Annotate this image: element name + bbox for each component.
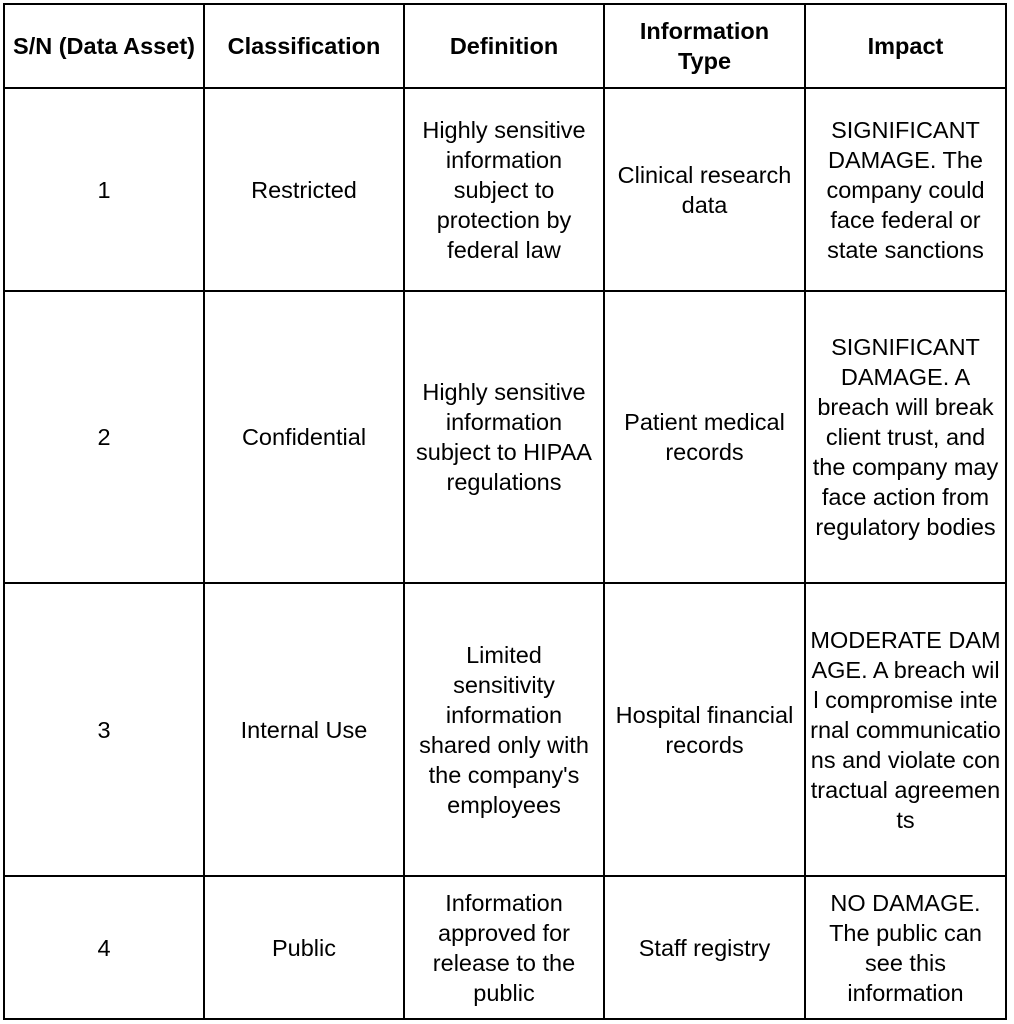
- cell-impact: NO DAMAGE. The public can see this information: [805, 876, 1006, 1019]
- cell-definition: Information approved for release to the public: [404, 876, 604, 1019]
- cell-classification: Restricted: [204, 88, 404, 291]
- cell-classification: Confidential: [204, 291, 404, 583]
- cell-sn: 2: [4, 291, 204, 583]
- cell-information-type: Clinical research data: [604, 88, 805, 291]
- cell-sn: 3: [4, 583, 204, 876]
- cell-sn: 4: [4, 876, 204, 1019]
- header-sn: S/N (Data Asset): [4, 4, 204, 88]
- header-definition: Definition: [404, 4, 604, 88]
- table-row: [4, 88, 1006, 291]
- cell-impact: SIGNIFICANT DAMAGE. The company could face federal or state sanctions: [805, 88, 1006, 291]
- table-row: [4, 876, 1006, 1019]
- cell-definition: Highly sensitive information subject to HIPAA regulations: [404, 291, 604, 583]
- cell-information-type: Patient medical records: [604, 291, 805, 583]
- header-classification: Classification: [204, 4, 404, 88]
- cell-impact: MODERATE DAMAGE. A breach will compromise internal communications and violate contractual agreements: [805, 583, 1006, 876]
- table-row: [4, 291, 1006, 583]
- cell-information-type: Hospital financial records: [604, 583, 805, 876]
- cell-definition: Limited sensitivity information shared only with the company's employees: [404, 583, 604, 876]
- table-row: [4, 583, 1006, 876]
- cell-sn: 1: [4, 88, 204, 291]
- data-classification-table: [3, 3, 1007, 1020]
- cell-information-type: Staff registry: [604, 876, 805, 1019]
- cell-impact: SIGNIFICANT DAMAGE. A breach will break client trust, and the company may face action from regulatory bodies: [805, 291, 1006, 583]
- table-header-row: [4, 4, 1006, 88]
- cell-definition: Highly sensitive information subject to protection by federal law: [404, 88, 604, 291]
- header-impact: Impact: [805, 4, 1006, 88]
- cell-classification: Public: [204, 876, 404, 1019]
- header-information-type: Information Type: [604, 4, 805, 88]
- cell-classification: Internal Use: [204, 583, 404, 876]
